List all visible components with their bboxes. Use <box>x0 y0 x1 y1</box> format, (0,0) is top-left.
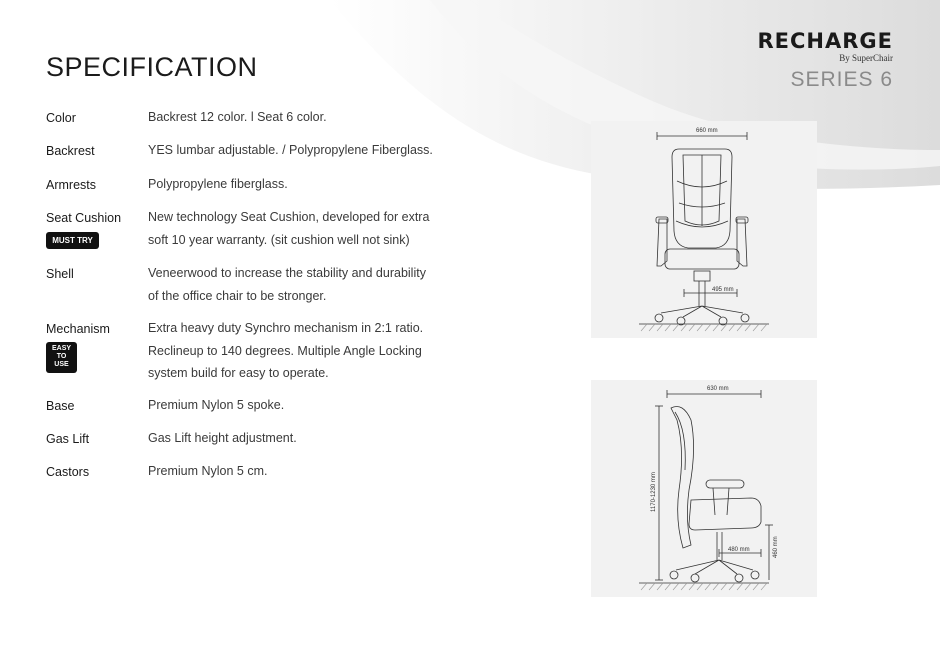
spec-value <box>148 262 448 307</box>
spec-label: Shell <box>46 267 74 281</box>
side-view-svg <box>591 380 817 597</box>
spec-line: Polypropylene fiberglass. <box>148 177 288 191</box>
spec-value <box>148 106 448 129</box>
spec-label: Gas Lift <box>46 432 90 446</box>
spec-value <box>148 394 448 417</box>
side-seat-depth-dim: 480 mm <box>728 547 750 553</box>
spec-line: Extra heavy duty Synchro mechanism in 2:1 ratio. <box>148 321 424 335</box>
easy-to-use-badge <box>46 342 77 373</box>
side-depth-dim: 630 mm <box>707 386 729 392</box>
badge-line: USE <box>54 361 69 368</box>
spec-line: Backrest 12 color. l Seat 6 color. <box>148 110 327 124</box>
spec-value <box>148 427 448 450</box>
spec-label: Armrests <box>46 178 96 192</box>
badge-line: EASY <box>51 345 72 352</box>
front-view-drawing <box>591 121 817 338</box>
brand-block <box>757 30 893 63</box>
spec-line: Gas Lift height adjustment. <box>148 431 297 445</box>
badge-line: TO <box>56 353 67 360</box>
brand-logo <box>757 30 893 52</box>
series-label: SERIES 6 <box>790 68 893 91</box>
spec-line: Reclineup to 140 degrees. Multiple Angle Locking <box>148 343 422 358</box>
spec-label: Seat Cushion <box>46 211 122 225</box>
spec-value <box>148 173 448 196</box>
front-view-svg <box>591 121 817 338</box>
must-try-badge: MUST TRY <box>46 232 99 249</box>
spec-value <box>148 317 448 385</box>
spec-label: Castors <box>46 465 90 479</box>
spec-value <box>148 139 448 162</box>
front-width-dim: 660 mm <box>696 128 718 134</box>
spec-line: Premium Nylon 5 spoke. <box>148 398 285 412</box>
spec-value <box>148 206 448 251</box>
side-view-drawing <box>591 380 817 597</box>
spec-value <box>148 460 448 483</box>
spec-line: soft 10 year warranty. (sit cushion well not sink) <box>148 232 410 247</box>
spec-label: Backrest <box>46 144 95 158</box>
side-height-dim: 1170-1230 mm <box>651 472 657 512</box>
spec-line: YES lumbar adjustable. / Polypropylene Fiberglass. <box>148 143 433 157</box>
spec-line: of the office chair to be stronger. <box>148 288 327 303</box>
spec-label: Color <box>46 111 76 125</box>
spec-label: Mechanism <box>46 322 110 336</box>
spec-label: Base <box>46 399 75 413</box>
brand-logo-text: RECHARGE <box>757 29 893 53</box>
brand-tagline: By SuperChair <box>839 53 893 63</box>
spec-line: Veneerwood to increase the stability and durability <box>148 266 426 280</box>
side-seat-height-dim: 460 mm <box>773 536 779 558</box>
spec-line: system build for easy to operate. <box>148 366 329 380</box>
spec-line: New technology Seat Cushion, developed for extra <box>148 210 430 224</box>
front-seat-dim: 495 mm <box>712 287 734 293</box>
page-title: SPECIFICATION <box>46 52 258 82</box>
spec-line: Premium Nylon 5 cm. <box>148 464 268 478</box>
